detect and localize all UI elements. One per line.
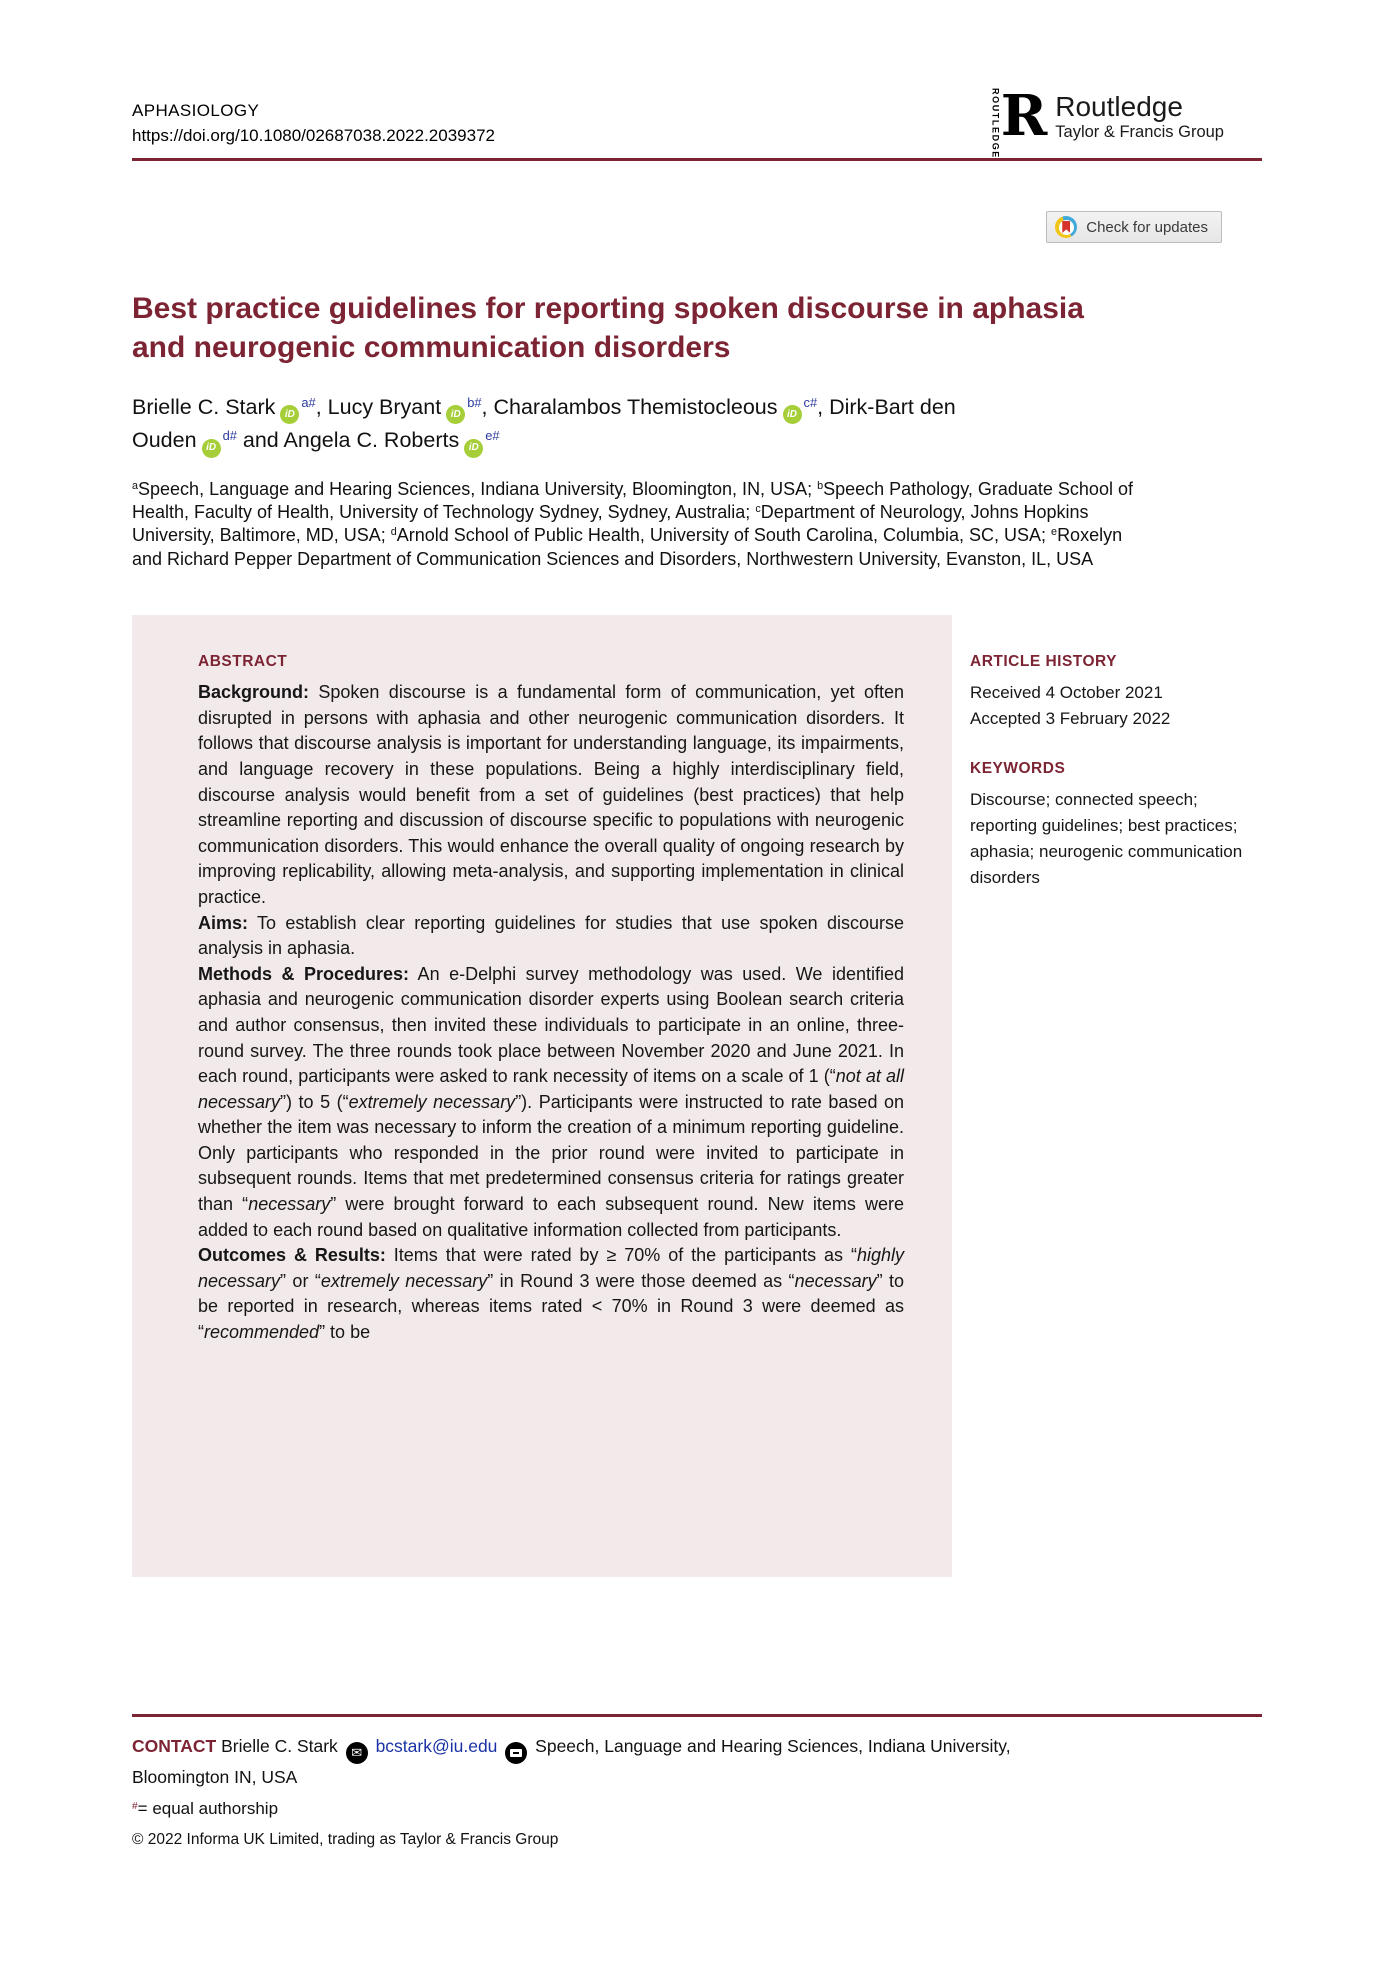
text-run: Department of Neurology, Johns Hopkins University, Baltimore, MD, USA; [132, 502, 1089, 546]
abstract-paragraph [198, 680, 904, 910]
address-icon [505, 1742, 527, 1764]
article-history-dates [970, 680, 1262, 732]
orcid-icon[interactable]: iD [280, 405, 299, 424]
routledge-logo [990, 83, 1224, 159]
orcid-icon[interactable]: iD [464, 439, 483, 458]
check-for-updates-badge[interactable] [1046, 211, 1222, 243]
keywords-heading: KEYWORDS [970, 760, 1066, 778]
text-run: b# [467, 394, 482, 410]
header-divider [132, 158, 1262, 161]
equal-authorship-note [132, 1799, 1262, 1819]
article-history-heading: ARTICLE HISTORY [970, 653, 1118, 671]
text-run: not at all necessary [198, 1066, 905, 1112]
text-run: = equal authorship [137, 1799, 279, 1819]
received-date: Received 4 October 2021 [970, 683, 1163, 703]
text-run: necessary [248, 1194, 331, 1215]
author-name: , Dirk-Bart den Ouden [132, 395, 956, 453]
text-run: Spoken discourse is a fundamental form of communication, yet often disrupted in persons with aphasia and other neurogenic communication disorders. It follows that discourse analysis is important for understanding language, its impairments, and language recovery in these populations. Being a highly interdisciplinary field, discourse analysis would benefit from a set of guidelines (best practices) that help streamline reporting and discussion of discourse specific to populations with neurogenic communication disorders. This would enhance the overall quality of ongoing research by improving replicability, allowing meta-analysis, and supporting implementation in clinical practice. [198, 682, 904, 907]
contact-line [132, 1733, 1052, 1790]
text-run: e# [485, 428, 500, 444]
text-run: e [1051, 526, 1058, 539]
text-run: Outcomes & Results: [198, 1245, 386, 1266]
header [132, 0, 1262, 159]
page-title: Best practice guidelines for reporting spoken discourse in aphasia and neurogenic communication disorders [132, 292, 1084, 364]
text-run: Brielle C. Stark [216, 1736, 343, 1756]
abstract-paragraph [198, 911, 904, 962]
publisher-group: Taylor & Francis Group [1055, 123, 1224, 142]
text-run: c# [803, 394, 818, 410]
text-run: d# [222, 428, 237, 444]
text-run: ”) to 5 (“ [280, 1091, 349, 1112]
text-run: ” were brought forward to each subsequent round. New items were added to each round based on qualitative information collected from participants. [198, 1194, 905, 1240]
journal-name: APHASIOLOGY [132, 101, 260, 120]
author-name: , Charalambos Themistocleous [481, 395, 778, 419]
text-run: necessary [794, 1270, 877, 1291]
author-name: Brielle C. Stark [132, 395, 276, 419]
badge-row [132, 211, 1222, 243]
text-run: Speech, Language and Hearing Sciences, Indiana University, Bloomington, IN, USA; [138, 478, 818, 499]
affiliations [132, 478, 1142, 572]
text-run: Methods & Procedures: [198, 963, 410, 984]
publisher-names [1055, 92, 1224, 142]
abstract-paragraph [198, 962, 904, 1244]
text-run: Arnold School of Public Health, University of South Carolina, Columbia, SC, USA; [396, 525, 1052, 546]
orcid-icon[interactable]: iD [783, 405, 802, 424]
text-run: ”). Participants were instructed to rate based on whether the item was necessary to inform the creation of a minimum reporting guideline. Only participants who responded in the prior round were invited to participate in subsequent rounds. Items that met predetermined consensus criteria for ratings greater than “ [198, 1091, 904, 1215]
accepted-date: Accepted 3 February 2022 [970, 709, 1171, 729]
text-run: Items that were rated by ≥ 70% of the participants as “ [385, 1245, 857, 1266]
email-icon: ✉ [346, 1742, 368, 1764]
text-run: highly necessary [198, 1245, 904, 1291]
text-run: # [132, 1800, 138, 1812]
text-run: ” to be [319, 1322, 371, 1343]
text-run: Aims: [198, 912, 249, 933]
doi-link[interactable]: https://doi.org/10.1080/02687038.2022.2039372 [132, 126, 495, 145]
orcid-icon[interactable]: iD [202, 439, 221, 458]
author-name: and Angela C. Roberts [236, 428, 460, 453]
routledge-vertical-text: ROUTLEDGE [990, 88, 1001, 159]
footer [132, 1714, 1262, 1849]
journal-block [132, 101, 495, 146]
author-name: , Lucy Bryant [315, 395, 442, 419]
text-run: Roxelyn and Richard Pepper Department of Communication Sciences and Disorders, Northwestern University, Evanston, IL, USA [132, 525, 1123, 569]
text-run: extremely necessary [348, 1091, 516, 1112]
abstract-heading: ABSTRACT [198, 653, 288, 671]
abstract-section [132, 615, 952, 1577]
text-run: extremely necessary [320, 1270, 488, 1291]
email-link[interactable]: bcstark@iu.edu [375, 1736, 498, 1756]
text-run: Speech, Language and Hearing Sciences, Indiana University, Bloomington IN, USA [132, 1736, 1011, 1787]
article-info-sidebar [970, 615, 1262, 1577]
keywords-text: Discourse; connected speech; reporting guidelines; best practices; aphasia; neurogenic communication disorders [970, 790, 1243, 888]
routledge-mark-icon: R [1000, 83, 1048, 150]
text-run: ” in Round 3 were those deemed as “ [487, 1270, 795, 1291]
text-run: recommended [204, 1322, 320, 1343]
author-list [132, 391, 1012, 458]
orcid-icon[interactable]: iD [446, 405, 465, 424]
text-run: c [755, 503, 761, 516]
text-run: ” to be reported in research, whereas items rated < 70% in Round 3 were deemed as “ [198, 1270, 905, 1343]
publisher-name: Routledge [1055, 90, 1183, 122]
abstract-row [132, 615, 1262, 1577]
abstract-paragraphs [198, 680, 904, 1345]
text-run: Background: [198, 682, 310, 703]
abstract-paragraph [198, 1243, 904, 1345]
copyright-line: © 2022 Informa UK Limited, trading as Taylor & Francis Group [132, 1831, 559, 1849]
crossmark-icon [1055, 216, 1077, 238]
text-run: b [817, 479, 824, 492]
text-run: ” or “ [280, 1270, 321, 1291]
text-run: a# [301, 394, 316, 410]
text-run: d [390, 526, 397, 539]
text-run: Speech Pathology, Graduate School of Health, Faculty of Health, University of Technology Sydney, Sydney, Australia; [132, 478, 1133, 523]
text-run: An e-Delphi survey methodology was used. We identified aphasia and neurogenic communication disorder experts using Boolean search criteria and author consensus, then invited these individuals to participate in an online, three-round survey. The three rounds took place between November 2020 and June 2021. In each round, participants were asked to rank necessity of items on a scale of 1 (“ [198, 963, 904, 1087]
text-run: To establish clear reporting guidelines for studies that use spoken discourse analysis in aphasia. [198, 912, 904, 959]
text-run [497, 1736, 502, 1756]
contact-label: CONTACT [132, 1736, 217, 1756]
check-for-updates-label: Check for updates [1086, 218, 1208, 236]
text-run: a [132, 479, 139, 492]
